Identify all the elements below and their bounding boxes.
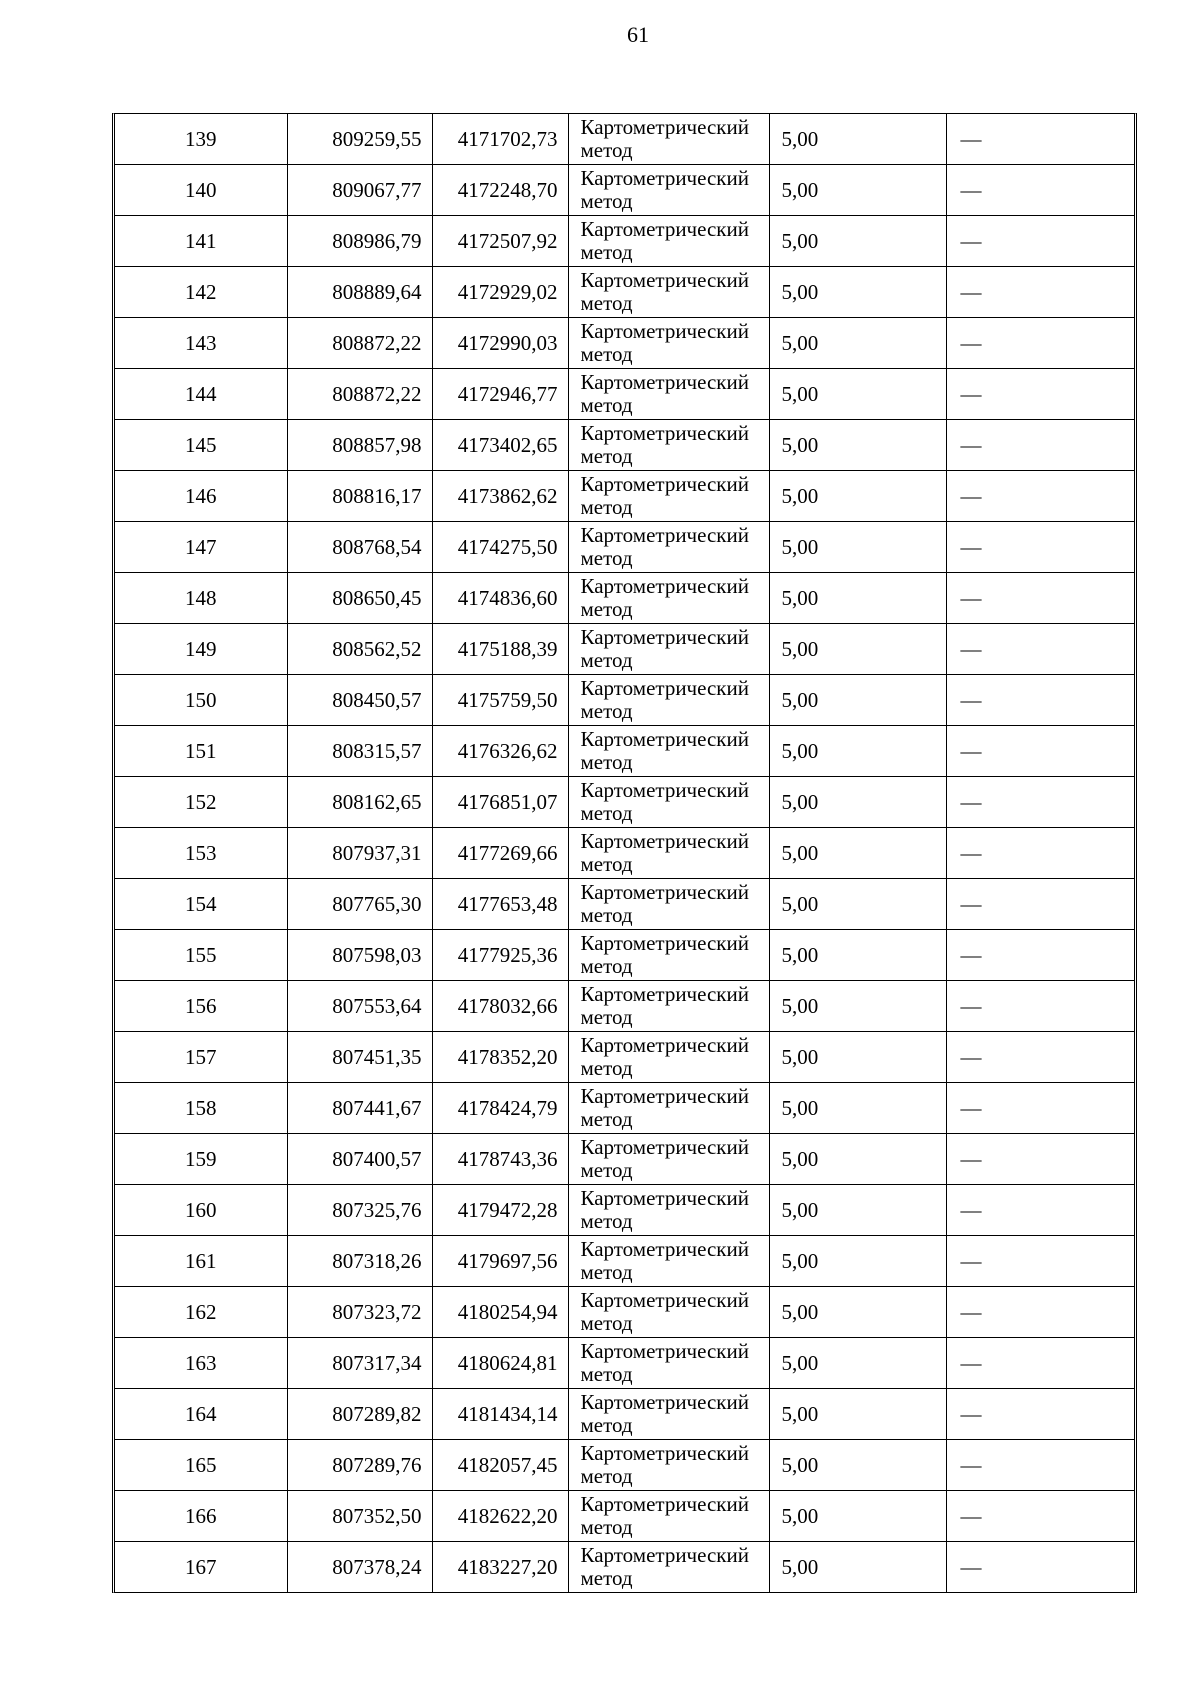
point-number-cell: 147	[115, 522, 287, 573]
table-row	[115, 1185, 1134, 1236]
note-cell: —	[946, 522, 1134, 573]
note-cell: —	[946, 828, 1134, 879]
method-line-1: Картометрический	[580, 676, 749, 700]
method-cell	[568, 1287, 769, 1338]
method-cell	[568, 1542, 769, 1593]
table-row	[115, 1338, 1134, 1389]
point-number-cell: 164	[115, 1389, 287, 1440]
method-cell	[568, 573, 769, 624]
y-coordinate-cell: 4174836,60	[432, 573, 568, 624]
note-cell: —	[946, 1338, 1134, 1389]
y-coordinate-cell: 4178743,36	[432, 1134, 568, 1185]
x-coordinate-cell: 807323,72	[287, 1287, 432, 1338]
note-cell: —	[946, 420, 1134, 471]
note-cell: —	[946, 675, 1134, 726]
method-line-2: метод	[580, 1362, 633, 1386]
table-row	[115, 1134, 1134, 1185]
point-number-cell: 165	[115, 1440, 287, 1491]
point-number-cell: 163	[115, 1338, 287, 1389]
x-coordinate-cell: 807937,31	[287, 828, 432, 879]
x-coordinate-cell: 808872,22	[287, 369, 432, 420]
method-line-2: метод	[580, 240, 633, 264]
table-row	[115, 930, 1134, 981]
method-line-2: метод	[580, 852, 633, 876]
point-number-cell: 146	[115, 471, 287, 522]
x-coordinate-cell: 808986,79	[287, 216, 432, 267]
table-row	[115, 420, 1134, 471]
page-number: 61	[627, 22, 649, 47]
y-coordinate-cell: 4172990,03	[432, 318, 568, 369]
method-cell	[568, 1185, 769, 1236]
method-cell	[568, 1338, 769, 1389]
method-line-1: Картометрический	[580, 625, 749, 649]
method-line-2: метод	[580, 444, 633, 468]
accuracy-cell: 5,00	[769, 981, 946, 1032]
accuracy-cell: 5,00	[769, 573, 946, 624]
accuracy-cell: 5,00	[769, 777, 946, 828]
table-row	[115, 1491, 1134, 1542]
x-coordinate-cell: 808562,52	[287, 624, 432, 675]
point-number-cell: 166	[115, 1491, 287, 1542]
x-coordinate-cell: 807400,57	[287, 1134, 432, 1185]
method-line-2: метод	[580, 1107, 633, 1131]
table-row	[115, 369, 1134, 420]
method-line-1: Картометрический	[580, 1543, 749, 1567]
x-coordinate-cell: 807598,03	[287, 930, 432, 981]
method-line-1: Картометрический	[580, 931, 749, 955]
method-line-1: Картометрический	[580, 421, 749, 445]
x-coordinate-cell: 807318,26	[287, 1236, 432, 1287]
method-cell	[568, 114, 769, 165]
accuracy-cell: 5,00	[769, 216, 946, 267]
method-line-2: метод	[580, 903, 633, 927]
accuracy-cell: 5,00	[769, 267, 946, 318]
accuracy-cell: 5,00	[769, 828, 946, 879]
table-row	[115, 114, 1134, 165]
y-coordinate-cell: 4172929,02	[432, 267, 568, 318]
accuracy-cell: 5,00	[769, 879, 946, 930]
note-cell: —	[946, 369, 1134, 420]
method-line-1: Картометрический	[580, 982, 749, 1006]
y-coordinate-cell: 4177925,36	[432, 930, 568, 981]
y-coordinate-cell: 4183227,20	[432, 1542, 568, 1593]
method-line-1: Картометрический	[580, 115, 749, 139]
y-coordinate-cell: 4180624,81	[432, 1338, 568, 1389]
method-cell	[568, 828, 769, 879]
method-cell	[568, 1389, 769, 1440]
y-coordinate-cell: 4172507,92	[432, 216, 568, 267]
method-line-1: Картометрический	[580, 1186, 749, 1210]
method-line-1: Картометрический	[580, 1237, 749, 1261]
x-coordinate-cell: 807441,67	[287, 1083, 432, 1134]
x-coordinate-cell: 807325,76	[287, 1185, 432, 1236]
method-line-1: Картометрический	[580, 217, 749, 241]
method-line-1: Картометрический	[580, 166, 749, 190]
method-line-2: метод	[580, 1260, 633, 1284]
y-coordinate-cell: 4182057,45	[432, 1440, 568, 1491]
x-coordinate-cell: 809259,55	[287, 114, 432, 165]
point-number-cell: 153	[115, 828, 287, 879]
method-cell	[568, 1440, 769, 1491]
accuracy-cell: 5,00	[769, 471, 946, 522]
method-cell	[568, 726, 769, 777]
method-line-1: Картометрический	[580, 1441, 749, 1465]
y-coordinate-cell: 4182622,20	[432, 1491, 568, 1542]
method-line-2: метод	[580, 1056, 633, 1080]
method-line-1: Картометрический	[580, 370, 749, 394]
table-row	[115, 675, 1134, 726]
method-cell	[568, 471, 769, 522]
method-cell	[568, 1083, 769, 1134]
accuracy-cell: 5,00	[769, 624, 946, 675]
point-number-cell: 139	[115, 114, 287, 165]
note-cell: —	[946, 267, 1134, 318]
accuracy-cell: 5,00	[769, 420, 946, 471]
accuracy-cell: 5,00	[769, 1236, 946, 1287]
x-coordinate-cell: 808768,54	[287, 522, 432, 573]
point-number-cell: 161	[115, 1236, 287, 1287]
method-line-2: метод	[580, 546, 633, 570]
note-cell: —	[946, 777, 1134, 828]
table-row	[115, 1083, 1134, 1134]
y-coordinate-cell: 4173402,65	[432, 420, 568, 471]
accuracy-cell: 5,00	[769, 930, 946, 981]
method-line-1: Картометрический	[580, 319, 749, 343]
x-coordinate-cell: 808650,45	[287, 573, 432, 624]
accuracy-cell: 5,00	[769, 1083, 946, 1134]
method-line-2: метод	[580, 393, 633, 417]
method-line-2: метод	[580, 189, 633, 213]
y-coordinate-cell: 4180254,94	[432, 1287, 568, 1338]
table-row	[115, 1032, 1134, 1083]
note-cell: —	[946, 318, 1134, 369]
accuracy-cell: 5,00	[769, 1542, 946, 1593]
point-number-cell: 148	[115, 573, 287, 624]
table-body	[115, 114, 1134, 1592]
point-number-cell: 150	[115, 675, 287, 726]
x-coordinate-cell: 808315,57	[287, 726, 432, 777]
x-coordinate-cell: 808162,65	[287, 777, 432, 828]
x-coordinate-cell: 807289,82	[287, 1389, 432, 1440]
table-row	[115, 828, 1134, 879]
method-line-2: метод	[580, 1515, 633, 1539]
y-coordinate-cell: 4179472,28	[432, 1185, 568, 1236]
coordinates-table	[115, 114, 1134, 1592]
method-line-1: Картометрический	[580, 1288, 749, 1312]
y-coordinate-cell: 4177653,48	[432, 879, 568, 930]
note-cell: —	[946, 1287, 1134, 1338]
method-line-2: метод	[580, 801, 633, 825]
note-cell: —	[946, 879, 1134, 930]
accuracy-cell: 5,00	[769, 165, 946, 216]
x-coordinate-cell: 807352,50	[287, 1491, 432, 1542]
y-coordinate-cell: 4176326,62	[432, 726, 568, 777]
point-number-cell: 152	[115, 777, 287, 828]
note-cell: —	[946, 726, 1134, 777]
x-coordinate-cell: 808872,22	[287, 318, 432, 369]
table-row	[115, 1287, 1134, 1338]
note-cell: —	[946, 1542, 1134, 1593]
method-cell	[568, 879, 769, 930]
method-line-2: метод	[580, 495, 633, 519]
accuracy-cell: 5,00	[769, 1338, 946, 1389]
table-row	[115, 267, 1134, 318]
note-cell: —	[946, 1032, 1134, 1083]
method-line-1: Картометрический	[580, 1135, 749, 1159]
y-coordinate-cell: 4175759,50	[432, 675, 568, 726]
note-cell: —	[946, 216, 1134, 267]
accuracy-cell: 5,00	[769, 726, 946, 777]
table-row	[115, 777, 1134, 828]
method-line-2: метод	[580, 1413, 633, 1437]
method-line-2: метод	[580, 138, 633, 162]
x-coordinate-cell: 807378,24	[287, 1542, 432, 1593]
method-line-1: Картометрический	[580, 1033, 749, 1057]
accuracy-cell: 5,00	[769, 675, 946, 726]
method-line-2: метод	[580, 1311, 633, 1335]
point-number-cell: 162	[115, 1287, 287, 1338]
method-line-1: Картометрический	[580, 1492, 749, 1516]
y-coordinate-cell: 4173862,62	[432, 471, 568, 522]
method-line-1: Картометрический	[580, 727, 749, 751]
method-cell	[568, 369, 769, 420]
x-coordinate-cell: 807765,30	[287, 879, 432, 930]
point-number-cell: 140	[115, 165, 287, 216]
x-coordinate-cell: 808450,57	[287, 675, 432, 726]
accuracy-cell: 5,00	[769, 1389, 946, 1440]
point-number-cell: 145	[115, 420, 287, 471]
accuracy-cell: 5,00	[769, 369, 946, 420]
method-line-2: метод	[580, 750, 633, 774]
table-row	[115, 573, 1134, 624]
coordinates-table-frame	[112, 113, 1137, 1593]
method-cell	[568, 1134, 769, 1185]
note-cell: —	[946, 1083, 1134, 1134]
point-number-cell: 156	[115, 981, 287, 1032]
note-cell: —	[946, 114, 1134, 165]
x-coordinate-cell: 807451,35	[287, 1032, 432, 1083]
method-line-1: Картометрический	[580, 268, 749, 292]
table-row	[115, 1440, 1134, 1491]
y-coordinate-cell: 4172248,70	[432, 165, 568, 216]
method-line-1: Картометрический	[580, 778, 749, 802]
point-number-cell: 149	[115, 624, 287, 675]
accuracy-cell: 5,00	[769, 1032, 946, 1083]
note-cell: —	[946, 1236, 1134, 1287]
method-line-1: Картометрический	[580, 1084, 749, 1108]
table-row	[115, 522, 1134, 573]
method-line-1: Картометрический	[580, 523, 749, 547]
table-row	[115, 318, 1134, 369]
x-coordinate-cell: 808857,98	[287, 420, 432, 471]
point-number-cell: 158	[115, 1083, 287, 1134]
y-coordinate-cell: 4176851,07	[432, 777, 568, 828]
method-cell	[568, 624, 769, 675]
table-row	[115, 1236, 1134, 1287]
accuracy-cell: 5,00	[769, 318, 946, 369]
table-row	[115, 216, 1134, 267]
x-coordinate-cell: 807289,76	[287, 1440, 432, 1491]
table-row	[115, 471, 1134, 522]
note-cell: —	[946, 624, 1134, 675]
accuracy-cell: 5,00	[769, 1287, 946, 1338]
y-coordinate-cell: 4178032,66	[432, 981, 568, 1032]
method-line-1: Картометрический	[580, 1390, 749, 1414]
method-line-2: метод	[580, 1005, 633, 1029]
note-cell: —	[946, 981, 1134, 1032]
note-cell: —	[946, 1389, 1134, 1440]
note-cell: —	[946, 471, 1134, 522]
method-line-1: Картометрический	[580, 829, 749, 853]
note-cell: —	[946, 165, 1134, 216]
method-cell	[568, 1491, 769, 1542]
x-coordinate-cell: 808816,17	[287, 471, 432, 522]
point-number-cell: 157	[115, 1032, 287, 1083]
note-cell: —	[946, 1491, 1134, 1542]
y-coordinate-cell: 4171702,73	[432, 114, 568, 165]
y-coordinate-cell: 4177269,66	[432, 828, 568, 879]
method-cell	[568, 930, 769, 981]
accuracy-cell: 5,00	[769, 114, 946, 165]
method-line-2: метод	[580, 342, 633, 366]
method-cell	[568, 1032, 769, 1083]
method-cell	[568, 522, 769, 573]
point-number-cell: 167	[115, 1542, 287, 1593]
point-number-cell: 159	[115, 1134, 287, 1185]
table-row	[115, 624, 1134, 675]
y-coordinate-cell: 4178352,20	[432, 1032, 568, 1083]
x-coordinate-cell: 807553,64	[287, 981, 432, 1032]
method-cell	[568, 165, 769, 216]
method-line-2: метод	[580, 1464, 633, 1488]
table-row	[115, 1389, 1134, 1440]
x-coordinate-cell: 807317,34	[287, 1338, 432, 1389]
method-line-1: Картометрический	[580, 574, 749, 598]
table-row	[115, 726, 1134, 777]
method-cell	[568, 777, 769, 828]
method-cell	[568, 267, 769, 318]
point-number-cell: 142	[115, 267, 287, 318]
method-line-1: Картометрический	[580, 1339, 749, 1363]
method-line-2: метод	[580, 597, 633, 621]
accuracy-cell: 5,00	[769, 1440, 946, 1491]
y-coordinate-cell: 4179697,56	[432, 1236, 568, 1287]
method-line-2: метод	[580, 1209, 633, 1233]
method-line-1: Картометрический	[580, 472, 749, 496]
y-coordinate-cell: 4172946,77	[432, 369, 568, 420]
method-cell	[568, 1236, 769, 1287]
y-coordinate-cell: 4174275,50	[432, 522, 568, 573]
accuracy-cell: 5,00	[769, 1185, 946, 1236]
method-line-2: метод	[580, 1566, 633, 1590]
method-line-1: Картометрический	[580, 880, 749, 904]
point-number-cell: 155	[115, 930, 287, 981]
y-coordinate-cell: 4181434,14	[432, 1389, 568, 1440]
note-cell: —	[946, 930, 1134, 981]
method-cell	[568, 675, 769, 726]
method-line-2: метод	[580, 648, 633, 672]
point-number-cell: 160	[115, 1185, 287, 1236]
accuracy-cell: 5,00	[769, 1134, 946, 1185]
table-row	[115, 1542, 1134, 1593]
y-coordinate-cell: 4178424,79	[432, 1083, 568, 1134]
table-row	[115, 981, 1134, 1032]
note-cell: —	[946, 1134, 1134, 1185]
method-cell	[568, 216, 769, 267]
point-number-cell: 143	[115, 318, 287, 369]
point-number-cell: 151	[115, 726, 287, 777]
table-row	[115, 879, 1134, 930]
note-cell: —	[946, 573, 1134, 624]
y-coordinate-cell: 4175188,39	[432, 624, 568, 675]
method-line-2: метод	[580, 291, 633, 315]
note-cell: —	[946, 1440, 1134, 1491]
point-number-cell: 154	[115, 879, 287, 930]
point-number-cell: 141	[115, 216, 287, 267]
note-cell: —	[946, 1185, 1134, 1236]
accuracy-cell: 5,00	[769, 522, 946, 573]
method-line-2: метод	[580, 954, 633, 978]
point-number-cell: 144	[115, 369, 287, 420]
x-coordinate-cell: 809067,77	[287, 165, 432, 216]
method-line-2: метод	[580, 699, 633, 723]
accuracy-cell: 5,00	[769, 1491, 946, 1542]
method-cell	[568, 318, 769, 369]
x-coordinate-cell: 808889,64	[287, 267, 432, 318]
method-cell	[568, 981, 769, 1032]
method-line-2: метод	[580, 1158, 633, 1182]
table-row	[115, 165, 1134, 216]
method-cell	[568, 420, 769, 471]
